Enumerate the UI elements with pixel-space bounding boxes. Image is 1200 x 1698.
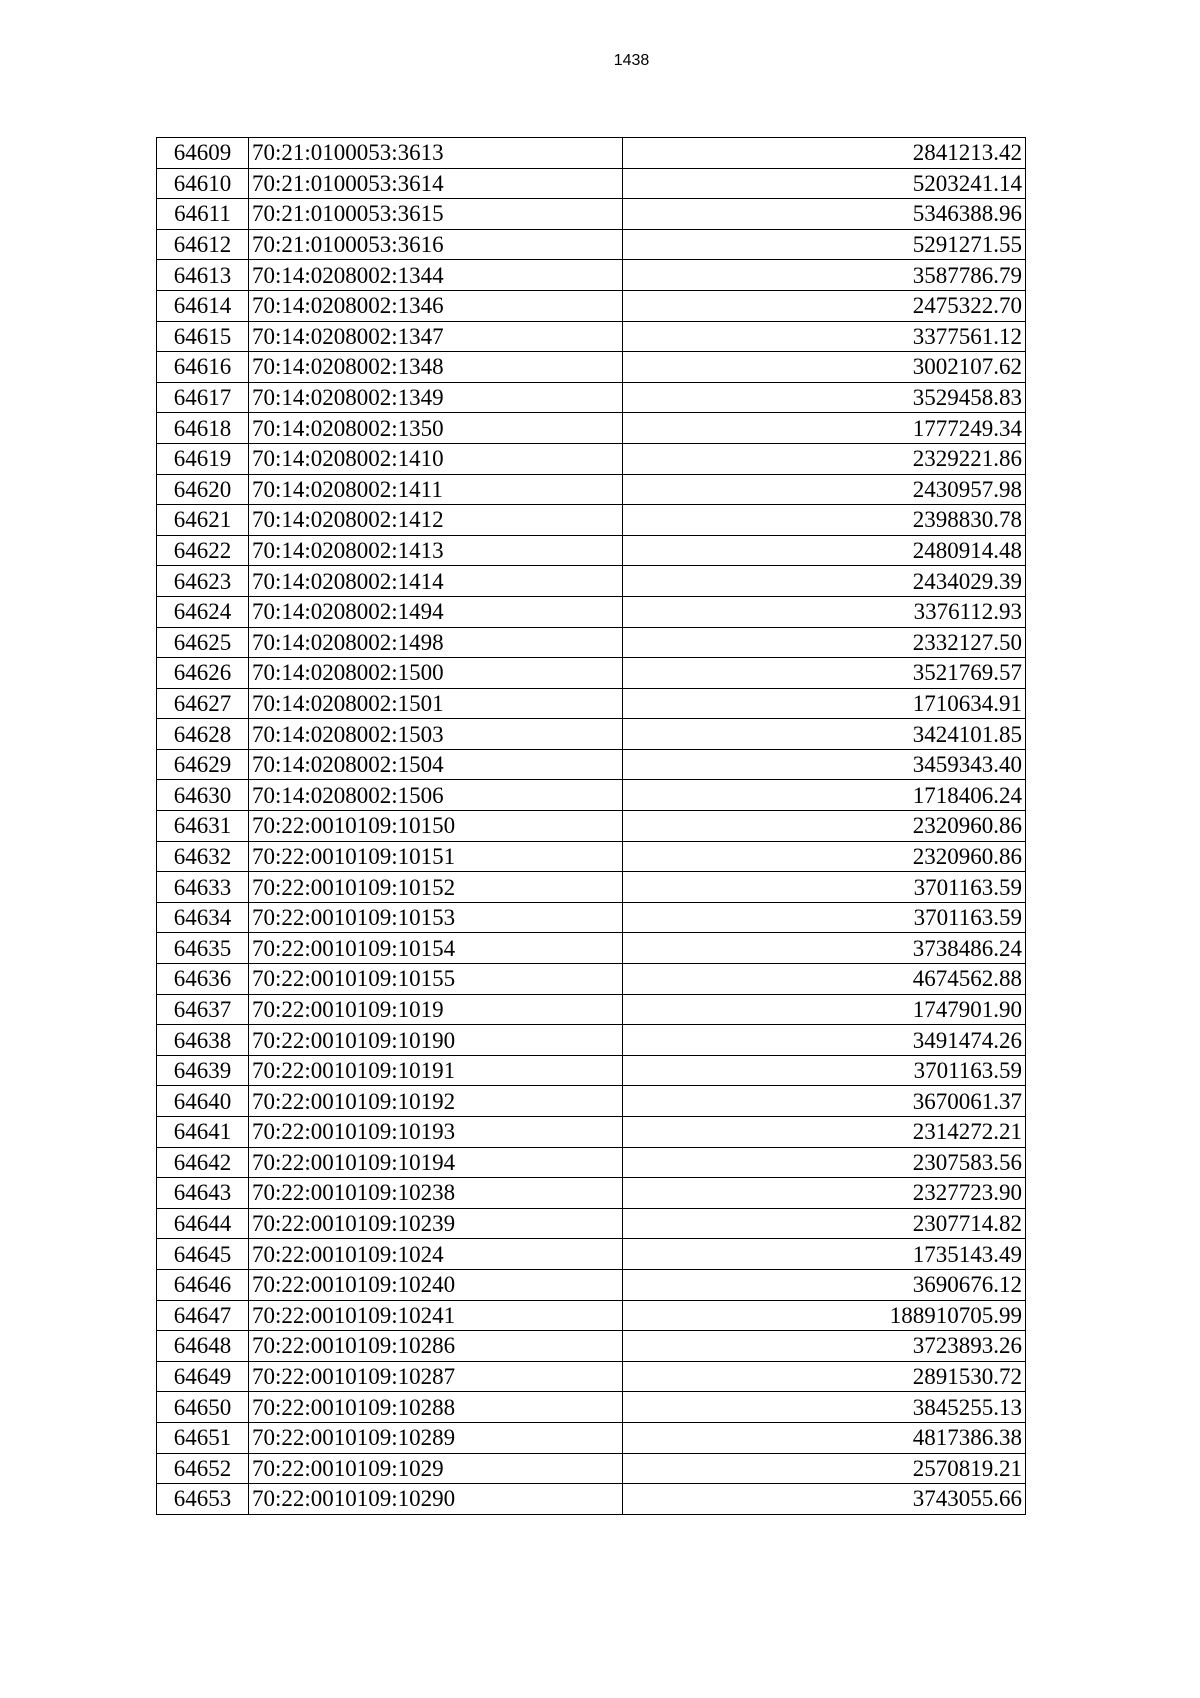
row-number-cell: 64610 (157, 168, 249, 199)
row-number-cell: 64633 (157, 872, 249, 903)
cadastral-number-cell: 70:14:0208002:1506 (249, 780, 623, 811)
table-row (157, 1361, 1026, 1392)
row-number-cell: 64639 (157, 1055, 249, 1086)
cadastral-number-cell: 70:14:0208002:1349 (249, 382, 623, 413)
cadastral-number-cell: 70:22:0010109:10192 (249, 1086, 623, 1117)
table-row (157, 994, 1026, 1025)
table-row (157, 1422, 1026, 1453)
row-number-cell: 64609 (157, 138, 249, 169)
cadastral-number-cell: 70:14:0208002:1413 (249, 535, 623, 566)
value-cell: 1735143.49 (623, 1239, 1026, 1270)
row-number-cell: 64637 (157, 994, 249, 1025)
table-row (157, 1055, 1026, 1086)
cadastral-number-cell: 70:22:0010109:1024 (249, 1239, 623, 1270)
table-row (157, 811, 1026, 842)
value-cell: 1777249.34 (623, 413, 1026, 444)
cadastral-number-cell: 70:14:0208002:1504 (249, 749, 623, 780)
table-row (157, 1392, 1026, 1423)
table-row (157, 596, 1026, 627)
row-number-cell: 64631 (157, 811, 249, 842)
cadastral-number-cell: 70:22:0010109:10290 (249, 1484, 623, 1515)
table-row (157, 964, 1026, 995)
table-row (157, 505, 1026, 536)
value-cell: 188910705.99 (623, 1300, 1026, 1331)
value-cell: 2332127.50 (623, 627, 1026, 658)
row-number-cell: 64642 (157, 1147, 249, 1178)
row-number-cell: 64629 (157, 749, 249, 780)
cadastral-number-cell: 70:22:0010109:10289 (249, 1422, 623, 1453)
cadastral-number-cell: 70:14:0208002:1503 (249, 719, 623, 750)
value-cell: 3587786.79 (623, 260, 1026, 291)
cadastral-number-cell: 70:14:0208002:1346 (249, 290, 623, 321)
table-row (157, 841, 1026, 872)
row-number-cell: 64614 (157, 290, 249, 321)
row-number-cell: 64645 (157, 1239, 249, 1270)
table-row (157, 1239, 1026, 1270)
cadastral-number-cell: 70:22:0010109:10152 (249, 872, 623, 903)
row-number-cell: 64640 (157, 1086, 249, 1117)
cadastral-number-cell: 70:22:0010109:10150 (249, 811, 623, 842)
cadastral-number-cell: 70:22:0010109:10154 (249, 933, 623, 964)
value-cell: 1747901.90 (623, 994, 1026, 1025)
value-cell: 3002107.62 (623, 352, 1026, 383)
value-cell: 2480914.48 (623, 535, 1026, 566)
row-number-cell: 64652 (157, 1453, 249, 1484)
row-number-cell: 64615 (157, 321, 249, 352)
row-number-cell: 64623 (157, 566, 249, 597)
table-row (157, 749, 1026, 780)
cadastral-number-cell: 70:22:0010109:10288 (249, 1392, 623, 1423)
value-cell: 3424101.85 (623, 719, 1026, 750)
cadastral-number-cell: 70:14:0208002:1494 (249, 596, 623, 627)
value-cell: 3743055.66 (623, 1484, 1026, 1515)
row-number-cell: 64651 (157, 1422, 249, 1453)
row-number-cell: 64619 (157, 443, 249, 474)
value-cell: 3459343.40 (623, 749, 1026, 780)
value-cell: 3529458.83 (623, 382, 1026, 413)
table-row (157, 321, 1026, 352)
row-number-cell: 64617 (157, 382, 249, 413)
value-cell: 2320960.86 (623, 841, 1026, 872)
cadastral-table (156, 137, 1026, 1515)
value-cell: 3670061.37 (623, 1086, 1026, 1117)
row-number-cell: 64649 (157, 1361, 249, 1392)
value-cell: 4674562.88 (623, 964, 1026, 995)
cadastral-number-cell: 70:22:0010109:10240 (249, 1269, 623, 1300)
table-row (157, 1025, 1026, 1056)
table-body (157, 138, 1026, 1515)
row-number-cell: 64641 (157, 1117, 249, 1148)
table-row (157, 535, 1026, 566)
table-row (157, 290, 1026, 321)
row-number-cell: 64630 (157, 780, 249, 811)
value-cell: 3690676.12 (623, 1269, 1026, 1300)
table-row (157, 902, 1026, 933)
value-cell: 2398830.78 (623, 505, 1026, 536)
row-number-cell: 64653 (157, 1484, 249, 1515)
value-cell: 2329221.86 (623, 443, 1026, 474)
value-cell: 3376112.93 (623, 596, 1026, 627)
value-cell: 2475322.70 (623, 290, 1026, 321)
table-row (157, 780, 1026, 811)
table-row (157, 260, 1026, 291)
value-cell: 1710634.91 (623, 688, 1026, 719)
table-row (157, 199, 1026, 230)
row-number-cell: 64628 (157, 719, 249, 750)
row-number-cell: 64618 (157, 413, 249, 444)
value-cell: 2570819.21 (623, 1453, 1026, 1484)
value-cell: 2320960.86 (623, 811, 1026, 842)
table-row (157, 566, 1026, 597)
value-cell: 3491474.26 (623, 1025, 1026, 1056)
cadastral-number-cell: 70:22:0010109:1019 (249, 994, 623, 1025)
row-number-cell: 64612 (157, 229, 249, 260)
cadastral-number-cell: 70:21:0100053:3616 (249, 229, 623, 260)
table-row (157, 1117, 1026, 1148)
table-row (157, 382, 1026, 413)
value-cell: 2891530.72 (623, 1361, 1026, 1392)
row-number-cell: 64644 (157, 1208, 249, 1239)
table-row (157, 1178, 1026, 1209)
table-row (157, 658, 1026, 689)
table-row (157, 1484, 1026, 1515)
row-number-cell: 64611 (157, 199, 249, 230)
row-number-cell: 64613 (157, 260, 249, 291)
row-number-cell: 64634 (157, 902, 249, 933)
row-number-cell: 64643 (157, 1178, 249, 1209)
value-cell: 4817386.38 (623, 1422, 1026, 1453)
cadastral-number-cell: 70:14:0208002:1414 (249, 566, 623, 597)
cadastral-number-cell: 70:22:0010109:10190 (249, 1025, 623, 1056)
value-cell: 1718406.24 (623, 780, 1026, 811)
cadastral-number-cell: 70:22:0010109:1029 (249, 1453, 623, 1484)
table-row (157, 719, 1026, 750)
row-number-cell: 64632 (157, 841, 249, 872)
table-row (157, 627, 1026, 658)
cadastral-number-cell: 70:14:0208002:1344 (249, 260, 623, 291)
table-row (157, 1208, 1026, 1239)
cadastral-number-cell: 70:22:0010109:10193 (249, 1117, 623, 1148)
table-row (157, 1300, 1026, 1331)
cadastral-number-cell: 70:22:0010109:10151 (249, 841, 623, 872)
table-row (157, 1269, 1026, 1300)
table-row (157, 933, 1026, 964)
row-number-cell: 64625 (157, 627, 249, 658)
table-row (157, 1147, 1026, 1178)
cadastral-number-cell: 70:22:0010109:10241 (249, 1300, 623, 1331)
value-cell: 2434029.39 (623, 566, 1026, 597)
row-number-cell: 64636 (157, 964, 249, 995)
row-number-cell: 64620 (157, 474, 249, 505)
value-cell: 3845255.13 (623, 1392, 1026, 1423)
row-number-cell: 64638 (157, 1025, 249, 1056)
value-cell: 3521769.57 (623, 658, 1026, 689)
value-cell: 2841213.42 (623, 138, 1026, 169)
value-cell: 3701163.59 (623, 902, 1026, 933)
cadastral-number-cell: 70:22:0010109:10191 (249, 1055, 623, 1086)
row-number-cell: 64635 (157, 933, 249, 964)
cadastral-number-cell: 70:14:0208002:1348 (249, 352, 623, 383)
cadastral-number-cell: 70:22:0010109:10238 (249, 1178, 623, 1209)
table-row (157, 229, 1026, 260)
value-cell: 2327723.90 (623, 1178, 1026, 1209)
cadastral-number-cell: 70:22:0010109:10194 (249, 1147, 623, 1178)
cadastral-number-cell: 70:14:0208002:1350 (249, 413, 623, 444)
table-row (157, 688, 1026, 719)
row-number-cell: 64650 (157, 1392, 249, 1423)
value-cell: 2430957.98 (623, 474, 1026, 505)
cadastral-number-cell: 70:22:0010109:10153 (249, 902, 623, 933)
cadastral-number-cell: 70:21:0100053:3615 (249, 199, 623, 230)
cadastral-table-container (156, 137, 1026, 1515)
value-cell: 3738486.24 (623, 933, 1026, 964)
value-cell: 5346388.96 (623, 199, 1026, 230)
value-cell: 3701163.59 (623, 872, 1026, 903)
row-number-cell: 64646 (157, 1269, 249, 1300)
cadastral-number-cell: 70:14:0208002:1501 (249, 688, 623, 719)
cadastral-number-cell: 70:22:0010109:10287 (249, 1361, 623, 1392)
table-row (157, 352, 1026, 383)
table-row (157, 168, 1026, 199)
row-number-cell: 64648 (157, 1331, 249, 1362)
row-number-cell: 64622 (157, 535, 249, 566)
page-number: 1438 (613, 52, 650, 69)
cadastral-number-cell: 70:22:0010109:10155 (249, 964, 623, 995)
cadastral-number-cell: 70:14:0208002:1498 (249, 627, 623, 658)
table-row (157, 872, 1026, 903)
row-number-cell: 64621 (157, 505, 249, 536)
table-row (157, 138, 1026, 169)
row-number-cell: 64624 (157, 596, 249, 627)
cadastral-number-cell: 70:14:0208002:1347 (249, 321, 623, 352)
table-row (157, 413, 1026, 444)
row-number-cell: 64616 (157, 352, 249, 383)
cadastral-number-cell: 70:22:0010109:10286 (249, 1331, 623, 1362)
value-cell: 3377561.12 (623, 321, 1026, 352)
value-cell: 5291271.55 (623, 229, 1026, 260)
table-row (157, 1331, 1026, 1362)
row-number-cell: 64627 (157, 688, 249, 719)
cadastral-number-cell: 70:21:0100053:3613 (249, 138, 623, 169)
value-cell: 2314272.21 (623, 1117, 1026, 1148)
table-row (157, 1453, 1026, 1484)
value-cell: 3701163.59 (623, 1055, 1026, 1086)
table-row (157, 474, 1026, 505)
table-row (157, 1086, 1026, 1117)
cadastral-number-cell: 70:14:0208002:1500 (249, 658, 623, 689)
table-row (157, 443, 1026, 474)
value-cell: 5203241.14 (623, 168, 1026, 199)
cadastral-number-cell: 70:14:0208002:1411 (249, 474, 623, 505)
cadastral-number-cell: 70:14:0208002:1410 (249, 443, 623, 474)
value-cell: 3723893.26 (623, 1331, 1026, 1362)
value-cell: 2307583.56 (623, 1147, 1026, 1178)
value-cell: 2307714.82 (623, 1208, 1026, 1239)
row-number-cell: 64647 (157, 1300, 249, 1331)
row-number-cell: 64626 (157, 658, 249, 689)
cadastral-number-cell: 70:21:0100053:3614 (249, 168, 623, 199)
cadastral-number-cell: 70:22:0010109:10239 (249, 1208, 623, 1239)
cadastral-number-cell: 70:14:0208002:1412 (249, 505, 623, 536)
